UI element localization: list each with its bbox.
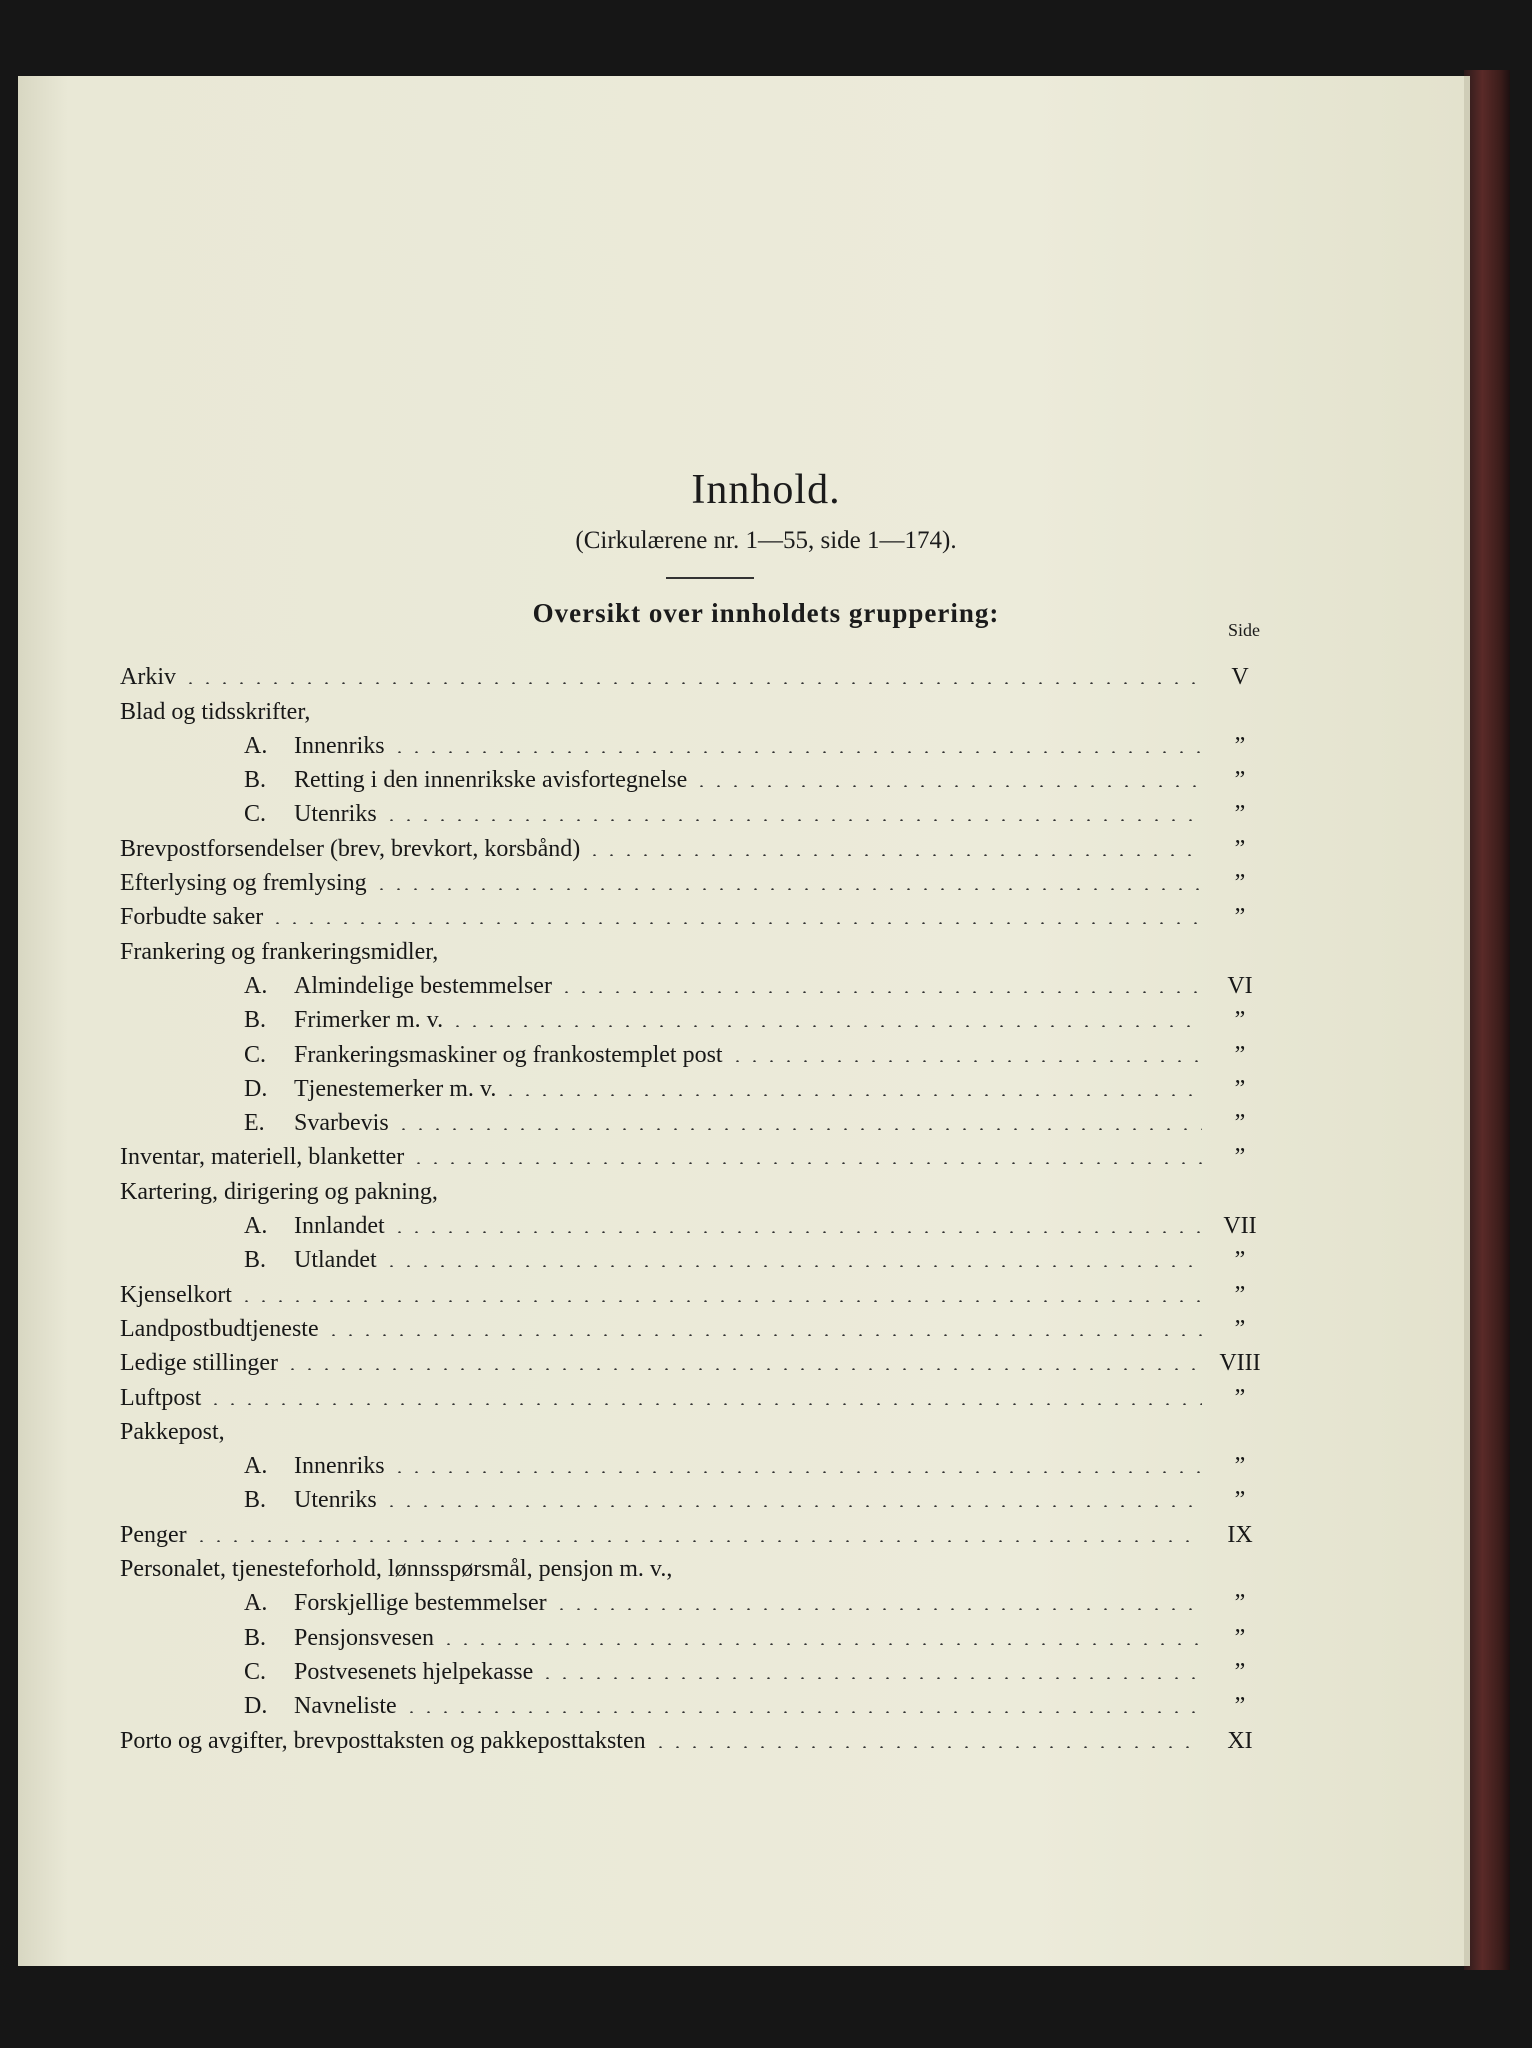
toc-entry-label: Landpostbudtjeneste bbox=[120, 1315, 319, 1342]
toc-entry-label: Innenriks bbox=[294, 732, 385, 759]
toc-entry bbox=[120, 1240, 1270, 1274]
dot-leader bbox=[693, 785, 1202, 787]
toc-entry bbox=[120, 1720, 1270, 1754]
toc-entry-page: ” bbox=[1234, 1247, 1246, 1274]
toc-entry-label: Kjenselkort bbox=[120, 1281, 232, 1308]
toc-entry-label: Pensjonsvesen bbox=[294, 1624, 434, 1651]
toc-entry-label: Almindelige bestemmelser bbox=[294, 972, 552, 999]
dot-leader bbox=[395, 1128, 1202, 1130]
toc-entry-page: ” bbox=[1234, 1144, 1246, 1171]
toc-entry-page: ” bbox=[1234, 1693, 1246, 1720]
toc-entry bbox=[120, 1171, 1270, 1205]
dot-leader bbox=[269, 922, 1202, 924]
toc-entry-page: ” bbox=[1234, 1075, 1246, 1102]
toc-entry bbox=[120, 1652, 1270, 1686]
toc-entry bbox=[120, 726, 1270, 760]
toc-entry-letter: D. bbox=[244, 1075, 268, 1102]
section-heading: Oversikt over innholdets gruppering: bbox=[532, 598, 1000, 628]
toc-entry-page: ” bbox=[1234, 1658, 1246, 1685]
dot-leader bbox=[325, 1334, 1202, 1336]
toc-entry-page: ” bbox=[1234, 1384, 1246, 1411]
toc-entry-label: Pakkepost, bbox=[120, 1418, 225, 1445]
toc-entry bbox=[120, 1343, 1270, 1377]
dot-leader bbox=[729, 1060, 1202, 1062]
toc-entry-label: Efterlysing og fremlysing bbox=[120, 870, 367, 897]
toc-entry-label: Innlandet bbox=[294, 1213, 385, 1240]
toc-entry-letter: A. bbox=[244, 972, 268, 999]
dot-leader bbox=[182, 682, 1202, 684]
toc-entry-page: ” bbox=[1234, 801, 1246, 828]
toc-entry-letter: C. bbox=[244, 801, 267, 828]
toc-entry-label: Innenriks bbox=[294, 1453, 385, 1480]
dot-leader bbox=[383, 1505, 1202, 1507]
dot-leader bbox=[558, 991, 1202, 993]
toc-entry-label: Frankeringsmaskiner og frankostemplet post bbox=[294, 1041, 723, 1068]
dot-leader bbox=[440, 1643, 1202, 1645]
toc-entry-letter: A. bbox=[244, 1213, 268, 1240]
toc-entry-label: Luftpost bbox=[120, 1384, 202, 1411]
toc-entry-letter: B. bbox=[244, 1624, 267, 1651]
dot-leader bbox=[449, 1025, 1202, 1027]
toc-entry bbox=[120, 760, 1270, 794]
toc-entry-letter: A. bbox=[244, 1590, 268, 1617]
toc-entry-label: Arkiv bbox=[120, 664, 176, 691]
toc-entry bbox=[120, 966, 1270, 1000]
dot-leader bbox=[539, 1677, 1202, 1679]
dot-leader bbox=[238, 1300, 1202, 1302]
toc-entry-page: V bbox=[1231, 664, 1249, 691]
toc-entry-page: ” bbox=[1234, 1453, 1246, 1480]
toc-entry-letter: B. bbox=[244, 1247, 267, 1274]
toc-entry-label: Inventar, materiell, blanketter bbox=[120, 1144, 405, 1171]
toc-entry bbox=[120, 1514, 1270, 1548]
toc-entry-label: Utenriks bbox=[294, 1487, 377, 1514]
toc-entry bbox=[120, 1446, 1270, 1480]
toc-entry-page: ” bbox=[1234, 1007, 1246, 1034]
toc-entry bbox=[120, 828, 1270, 862]
table-of-contents bbox=[120, 657, 1270, 1755]
toc-entry-label: Utenriks bbox=[294, 801, 377, 828]
toc-entry-page: ” bbox=[1234, 1590, 1246, 1617]
toc-entry bbox=[120, 1069, 1270, 1103]
dot-leader bbox=[383, 819, 1202, 821]
toc-entry-page: IX bbox=[1227, 1521, 1253, 1548]
toc-entry-letter: B. bbox=[244, 767, 267, 794]
toc-entry-page: ” bbox=[1234, 1281, 1246, 1308]
toc-entry-letter: D. bbox=[244, 1693, 268, 1720]
toc-entry bbox=[120, 931, 1270, 965]
toc-entry-label: Porto og avgifter, brevposttaksten og pakkeposttaksten bbox=[120, 1727, 646, 1754]
toc-entry-label: Penger bbox=[120, 1521, 187, 1548]
dot-leader bbox=[403, 1711, 1202, 1713]
page-subtitle: (Cirkulærene nr. 1—55, side 1—174). bbox=[575, 527, 957, 554]
toc-entry-label: Retting i den innenrikske avisfortegnelse bbox=[294, 767, 688, 794]
toc-entry bbox=[120, 1412, 1270, 1446]
dot-leader bbox=[383, 1265, 1202, 1267]
toc-entry bbox=[120, 1583, 1270, 1617]
toc-entry-page: ” bbox=[1234, 1487, 1246, 1514]
toc-entry bbox=[120, 794, 1270, 828]
toc-entry-letter: C. bbox=[244, 1658, 267, 1685]
toc-entry-page: ” bbox=[1234, 1110, 1246, 1137]
toc-entry-page: VII bbox=[1223, 1213, 1257, 1240]
toc-entry bbox=[120, 1377, 1270, 1411]
toc-entry-page: ” bbox=[1234, 904, 1246, 931]
page-edge bbox=[1464, 76, 1470, 1966]
toc-entry-label: Personalet, tjenesteforhold, lønnsspørsmål, pensjon m. v., bbox=[120, 1556, 673, 1583]
dot-leader bbox=[391, 1231, 1202, 1233]
dot-leader bbox=[410, 1162, 1202, 1164]
toc-entry-letter: E. bbox=[244, 1110, 265, 1137]
toc-entry-label: Postvesenets hjelpekasse bbox=[294, 1658, 534, 1685]
toc-entry-label: Frankering og frankeringsmidler, bbox=[120, 938, 439, 965]
toc-entry bbox=[120, 657, 1270, 691]
toc-entry-page: ” bbox=[1234, 835, 1246, 862]
toc-entry bbox=[120, 1206, 1270, 1240]
toc-entry-page: VIII bbox=[1219, 1350, 1261, 1377]
dot-leader bbox=[502, 1094, 1202, 1096]
toc-entry bbox=[120, 1686, 1270, 1720]
toc-entry-label: Kartering, dirigering og pakning, bbox=[120, 1178, 438, 1205]
toc-entry bbox=[120, 1103, 1270, 1137]
dot-leader bbox=[586, 854, 1202, 856]
toc-entry-label: Brevpostforsendelser (brev, brevkort, korsbånd) bbox=[120, 835, 581, 862]
toc-entry-label: Navneliste bbox=[294, 1693, 397, 1720]
toc-entry-label: Svarbevis bbox=[294, 1110, 389, 1137]
toc-entry-label: Tjenestemerker m. v. bbox=[294, 1075, 497, 1102]
toc-entry bbox=[120, 1617, 1270, 1651]
dot-leader bbox=[652, 1746, 1202, 1748]
page-column-label: Side bbox=[1228, 620, 1261, 640]
toc-entry-letter: A. bbox=[244, 732, 268, 759]
toc-entry-page: ” bbox=[1234, 732, 1246, 759]
toc-entry bbox=[120, 691, 1270, 725]
toc-entry bbox=[120, 1137, 1270, 1171]
dot-leader bbox=[284, 1368, 1202, 1370]
dot-leader bbox=[391, 751, 1202, 753]
toc-entry-label: Utlandet bbox=[294, 1247, 377, 1274]
dot-leader bbox=[553, 1608, 1202, 1610]
dot-leader bbox=[207, 1403, 1202, 1405]
toc-entry-label: Frimerker m. v. bbox=[294, 1007, 444, 1034]
toc-entry-page: ” bbox=[1234, 1624, 1246, 1651]
toc-entry-letter: C. bbox=[244, 1041, 267, 1068]
toc-entry-page: VI bbox=[1227, 972, 1253, 999]
dot-leader bbox=[391, 1471, 1202, 1473]
toc-entry-label: Ledige stillinger bbox=[120, 1350, 278, 1377]
toc-entry bbox=[120, 1549, 1270, 1583]
toc-entry-page: ” bbox=[1234, 767, 1246, 794]
toc-entry bbox=[120, 1274, 1270, 1308]
dot-leader bbox=[373, 888, 1202, 890]
page-title: Innhold. bbox=[691, 467, 841, 513]
dot-leader bbox=[193, 1540, 1202, 1542]
toc-entry bbox=[120, 897, 1270, 931]
toc-entry-letter: B. bbox=[244, 1487, 267, 1514]
toc-entry-letter: B. bbox=[244, 1007, 267, 1034]
toc-entry bbox=[120, 1034, 1270, 1068]
toc-entry-page: XI bbox=[1227, 1727, 1253, 1754]
toc-entry bbox=[120, 1480, 1270, 1514]
toc-entry-page: ” bbox=[1234, 870, 1246, 897]
toc-entry-label: Forbudte saker bbox=[120, 904, 264, 931]
toc-entry bbox=[120, 863, 1270, 897]
book-spine bbox=[1464, 70, 1510, 1970]
toc-entry bbox=[120, 1000, 1270, 1034]
toc-entry-label: Blad og tidsskrifter, bbox=[120, 698, 311, 725]
title-divider bbox=[666, 577, 754, 579]
toc-entry bbox=[120, 1309, 1270, 1343]
toc-entry-label: Forskjellige bestemmelser bbox=[294, 1590, 547, 1617]
toc-entry-page: ” bbox=[1234, 1041, 1246, 1068]
toc-entry-page: ” bbox=[1234, 1315, 1246, 1342]
toc-entry-letter: A. bbox=[244, 1453, 268, 1480]
